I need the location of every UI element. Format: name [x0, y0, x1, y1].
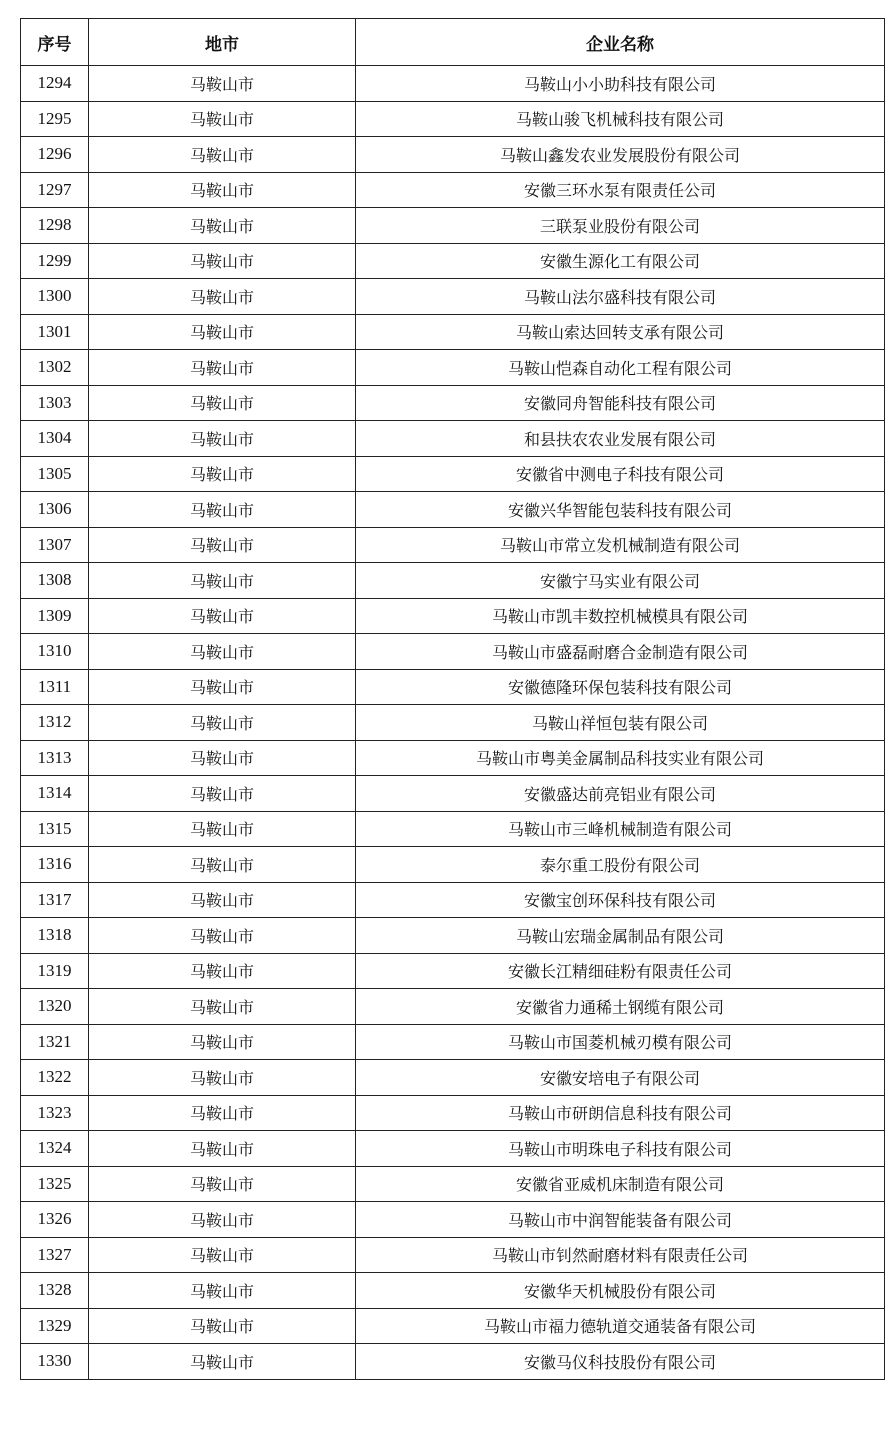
serial-number-cell: 1312: [21, 705, 89, 741]
serial-number-cell: 1303: [21, 385, 89, 421]
table-row: [21, 1024, 885, 1060]
serial-number-cell: 1300: [21, 279, 89, 315]
city-cell: 马鞍山市: [89, 598, 356, 634]
city-cell: 马鞍山市: [89, 918, 356, 954]
table-row: [21, 1237, 885, 1273]
serial-number-cell: 1295: [21, 101, 89, 137]
company-name-cell: 安徽宁马实业有限公司: [356, 563, 885, 599]
company-name-cell: 马鞍山鑫发农业发展股份有限公司: [356, 137, 885, 173]
table-row: [21, 314, 885, 350]
city-cell: 马鞍山市: [89, 847, 356, 883]
serial-number-cell: 1329: [21, 1308, 89, 1344]
company-name-cell: 马鞍山市明珠电子科技有限公司: [356, 1131, 885, 1167]
serial-number-cell: 1307: [21, 527, 89, 563]
table-row: [21, 598, 885, 634]
company-name-cell: 马鞍山市国菱机械刃模有限公司: [356, 1024, 885, 1060]
city-cell: 马鞍山市: [89, 314, 356, 350]
table-row: [21, 563, 885, 599]
city-cell: 马鞍山市: [89, 350, 356, 386]
company-name-cell: 安徽省中测电子科技有限公司: [356, 456, 885, 492]
table-row: [21, 918, 885, 954]
table-row: [21, 208, 885, 244]
table-row: [21, 279, 885, 315]
city-cell: 马鞍山市: [89, 1060, 356, 1096]
city-cell: 马鞍山市: [89, 1308, 356, 1344]
table-row: [21, 953, 885, 989]
table-row: [21, 1131, 885, 1167]
company-name-cell: 马鞍山骏飞机械科技有限公司: [356, 101, 885, 137]
company-name-cell: 和县扶农农业发展有限公司: [356, 421, 885, 457]
city-cell: 马鞍山市: [89, 1095, 356, 1131]
serial-number-cell: 1322: [21, 1060, 89, 1096]
company-name-cell: 马鞍山市粤美金属制品科技实业有限公司: [356, 740, 885, 776]
table-row: [21, 1273, 885, 1309]
city-cell: 马鞍山市: [89, 811, 356, 847]
city-cell: 马鞍山市: [89, 527, 356, 563]
table-row: [21, 172, 885, 208]
serial-number-cell: 1301: [21, 314, 89, 350]
city-cell: 马鞍山市: [89, 669, 356, 705]
table-row: [21, 492, 885, 528]
company-name-cell: 泰尔重工股份有限公司: [356, 847, 885, 883]
city-cell: 马鞍山市: [89, 1131, 356, 1167]
company-name-cell: 安徽马仪科技股份有限公司: [356, 1344, 885, 1380]
serial-number-cell: 1313: [21, 740, 89, 776]
serial-number-cell: 1326: [21, 1202, 89, 1238]
city-cell: 马鞍山市: [89, 1024, 356, 1060]
serial-number-cell: 1298: [21, 208, 89, 244]
table-row: [21, 456, 885, 492]
city-cell: 马鞍山市: [89, 172, 356, 208]
serial-number-cell: 1306: [21, 492, 89, 528]
city-cell: 马鞍山市: [89, 1202, 356, 1238]
header-city: 地市: [89, 19, 356, 66]
company-name-cell: 安徽华天机械股份有限公司: [356, 1273, 885, 1309]
company-name-cell: 安徽长江精细硅粉有限责任公司: [356, 953, 885, 989]
city-cell: 马鞍山市: [89, 989, 356, 1025]
city-cell: 马鞍山市: [89, 563, 356, 599]
table-row: [21, 669, 885, 705]
company-name-cell: 安徽三环水泵有限责任公司: [356, 172, 885, 208]
serial-number-cell: 1325: [21, 1166, 89, 1202]
table-row: [21, 1308, 885, 1344]
enterprise-list-document: [20, 18, 884, 1380]
company-name-cell: 马鞍山市三峰机械制造有限公司: [356, 811, 885, 847]
table-row: [21, 527, 885, 563]
table-row: [21, 634, 885, 670]
company-name-cell: 安徽同舟智能科技有限公司: [356, 385, 885, 421]
table-row: [21, 243, 885, 279]
city-cell: 马鞍山市: [89, 66, 356, 102]
city-cell: 马鞍山市: [89, 421, 356, 457]
serial-number-cell: 1311: [21, 669, 89, 705]
serial-number-cell: 1297: [21, 172, 89, 208]
city-cell: 马鞍山市: [89, 101, 356, 137]
city-cell: 马鞍山市: [89, 492, 356, 528]
city-cell: 马鞍山市: [89, 1166, 356, 1202]
serial-number-cell: 1320: [21, 989, 89, 1025]
company-name-cell: 马鞍山市凯丰数控机械模具有限公司: [356, 598, 885, 634]
table-row: [21, 1060, 885, 1096]
table-row: [21, 1166, 885, 1202]
company-name-cell: 安徽省力通稀土钢缆有限公司: [356, 989, 885, 1025]
serial-number-cell: 1304: [21, 421, 89, 457]
city-cell: 马鞍山市: [89, 1237, 356, 1273]
table-row: [21, 882, 885, 918]
city-cell: 马鞍山市: [89, 740, 356, 776]
table-body: [21, 66, 885, 1380]
city-cell: 马鞍山市: [89, 1273, 356, 1309]
serial-number-cell: 1318: [21, 918, 89, 954]
company-name-cell: 马鞍山恺森自动化工程有限公司: [356, 350, 885, 386]
table-row: [21, 847, 885, 883]
table-row: [21, 1202, 885, 1238]
table-row: [21, 350, 885, 386]
header-row: [21, 19, 885, 66]
serial-number-cell: 1296: [21, 137, 89, 173]
company-name-cell: 马鞍山法尔盛科技有限公司: [356, 279, 885, 315]
enterprise-table: [20, 18, 885, 1380]
city-cell: 马鞍山市: [89, 634, 356, 670]
company-name-cell: 马鞍山市福力德轨道交通装备有限公司: [356, 1308, 885, 1344]
city-cell: 马鞍山市: [89, 385, 356, 421]
table-row: [21, 776, 885, 812]
city-cell: 马鞍山市: [89, 243, 356, 279]
header-serial-number: 序号: [21, 19, 89, 66]
company-name-cell: 安徽宝创环保科技有限公司: [356, 882, 885, 918]
table-row: [21, 66, 885, 102]
company-name-cell: 马鞍山市钊然耐磨材料有限责任公司: [356, 1237, 885, 1273]
serial-number-cell: 1319: [21, 953, 89, 989]
table-header: [21, 19, 885, 66]
table-row: [21, 811, 885, 847]
table-row: [21, 740, 885, 776]
company-name-cell: 马鞍山市盛磊耐磨合金制造有限公司: [356, 634, 885, 670]
serial-number-cell: 1310: [21, 634, 89, 670]
table-row: [21, 421, 885, 457]
company-name-cell: 安徽生源化工有限公司: [356, 243, 885, 279]
serial-number-cell: 1328: [21, 1273, 89, 1309]
city-cell: 马鞍山市: [89, 705, 356, 741]
table-row: [21, 385, 885, 421]
table-row: [21, 1095, 885, 1131]
header-company-name: 企业名称: [356, 19, 885, 66]
serial-number-cell: 1321: [21, 1024, 89, 1060]
company-name-cell: 马鞍山小小助科技有限公司: [356, 66, 885, 102]
company-name-cell: 安徽兴华智能包装科技有限公司: [356, 492, 885, 528]
serial-number-cell: 1299: [21, 243, 89, 279]
company-name-cell: 马鞍山索达回转支承有限公司: [356, 314, 885, 350]
city-cell: 马鞍山市: [89, 208, 356, 244]
serial-number-cell: 1315: [21, 811, 89, 847]
city-cell: 马鞍山市: [89, 882, 356, 918]
city-cell: 马鞍山市: [89, 456, 356, 492]
serial-number-cell: 1302: [21, 350, 89, 386]
company-name-cell: 三联泵业股份有限公司: [356, 208, 885, 244]
company-name-cell: 安徽省亚威机床制造有限公司: [356, 1166, 885, 1202]
company-name-cell: 马鞍山祥恒包装有限公司: [356, 705, 885, 741]
serial-number-cell: 1314: [21, 776, 89, 812]
company-name-cell: 马鞍山市研朗信息科技有限公司: [356, 1095, 885, 1131]
serial-number-cell: 1309: [21, 598, 89, 634]
table-row: [21, 705, 885, 741]
serial-number-cell: 1305: [21, 456, 89, 492]
company-name-cell: 马鞍山市常立发机械制造有限公司: [356, 527, 885, 563]
table-row: [21, 137, 885, 173]
city-cell: 马鞍山市: [89, 776, 356, 812]
company-name-cell: 安徽德隆环保包装科技有限公司: [356, 669, 885, 705]
city-cell: 马鞍山市: [89, 137, 356, 173]
serial-number-cell: 1323: [21, 1095, 89, 1131]
company-name-cell: 马鞍山市中润智能装备有限公司: [356, 1202, 885, 1238]
serial-number-cell: 1317: [21, 882, 89, 918]
serial-number-cell: 1316: [21, 847, 89, 883]
company-name-cell: 安徽安培电子有限公司: [356, 1060, 885, 1096]
table-row: [21, 1344, 885, 1380]
city-cell: 马鞍山市: [89, 1344, 356, 1380]
serial-number-cell: 1330: [21, 1344, 89, 1380]
company-name-cell: 马鞍山宏瑞金属制品有限公司: [356, 918, 885, 954]
table-row: [21, 989, 885, 1025]
city-cell: 马鞍山市: [89, 953, 356, 989]
serial-number-cell: 1327: [21, 1237, 89, 1273]
serial-number-cell: 1324: [21, 1131, 89, 1167]
city-cell: 马鞍山市: [89, 279, 356, 315]
table-row: [21, 101, 885, 137]
serial-number-cell: 1294: [21, 66, 89, 102]
company-name-cell: 安徽盛达前亮铝业有限公司: [356, 776, 885, 812]
serial-number-cell: 1308: [21, 563, 89, 599]
